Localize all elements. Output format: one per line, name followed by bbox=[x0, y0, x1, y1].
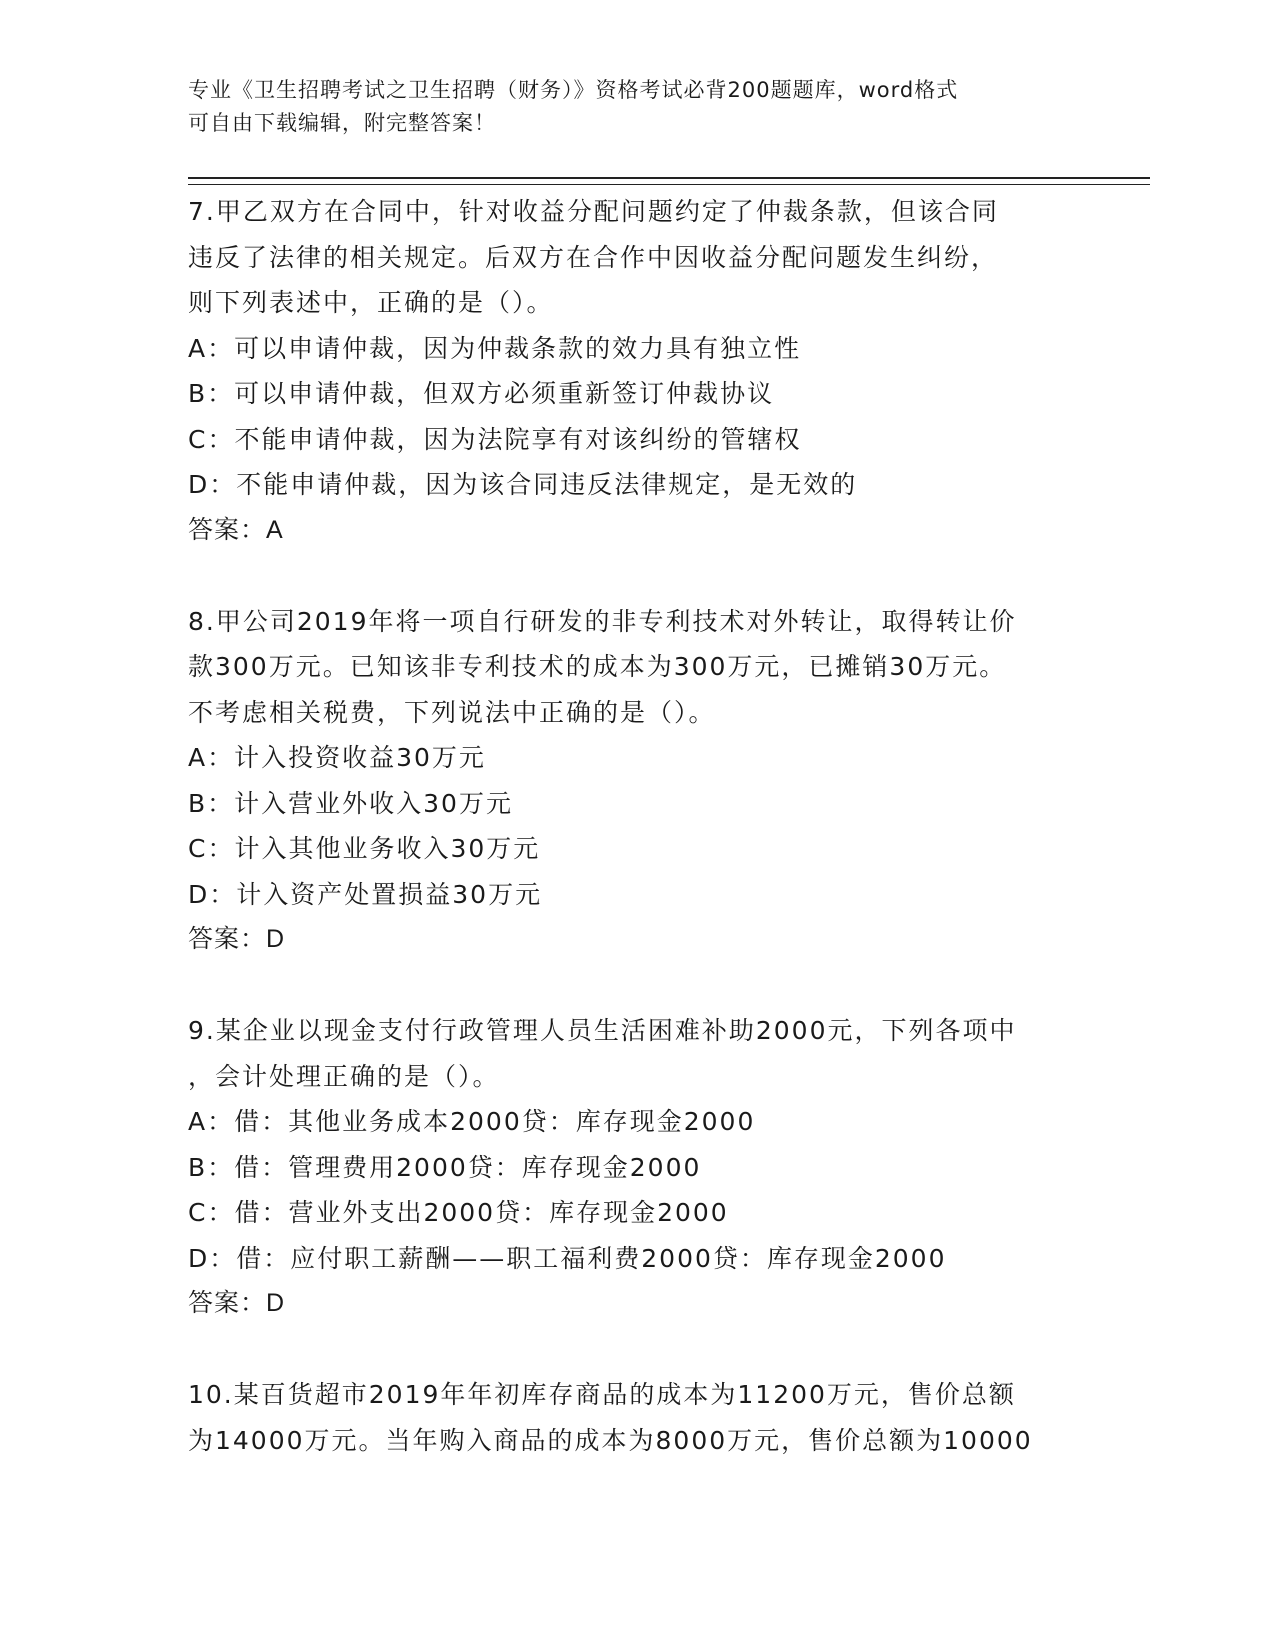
option-c: C：不能申请仲裁，因为法院享有对该纠纷的管辖权 bbox=[188, 424, 802, 454]
question-7 bbox=[188, 189, 1088, 553]
spacer bbox=[188, 1327, 1088, 1373]
header-line-2: 可自由下载编辑，附完整答案！ bbox=[188, 111, 496, 135]
question-text-line: 则下列表述中，正确的是（）。 bbox=[188, 288, 554, 317]
question-8 bbox=[188, 599, 1088, 963]
question-text-line: 9.某企业以现金支付行政管理人员生活困难补助2000元，下列各项中 bbox=[188, 1016, 1017, 1045]
answer-line: 答案：D bbox=[188, 925, 286, 953]
question-text-line: 款300万元。已知该非专利技术的成本为300万元，已摊销30万元。 bbox=[188, 652, 1007, 681]
answer-line: 答案：D bbox=[188, 1289, 286, 1317]
option-d: D：借：应付职工薪酬——职工福利费2000贷：库存现金2000 bbox=[188, 1243, 947, 1273]
spacer bbox=[188, 963, 1088, 1009]
answer-line: 答案：A bbox=[188, 515, 284, 544]
option-a: A：可以申请仲裁，因为仲裁条款的效力具有独立性 bbox=[188, 333, 802, 363]
question-text-line: ，会计处理正确的是（）。 bbox=[188, 1061, 500, 1091]
question-text-line: 10.某百货超市2019年年初库存商品的成本为11200万元，售价总额 bbox=[188, 1380, 1016, 1409]
document-header bbox=[188, 74, 1068, 140]
option-a: A：计入投资收益30万元 bbox=[188, 743, 486, 772]
question-9 bbox=[188, 1008, 1088, 1327]
header-divider-thin bbox=[188, 184, 1150, 185]
option-b: B：计入营业外收入30万元 bbox=[188, 788, 513, 818]
question-10 bbox=[188, 1372, 1088, 1463]
option-b: B：借：管理费用2000贷：库存现金2000 bbox=[188, 1152, 702, 1182]
spacer bbox=[188, 553, 1088, 599]
question-text-line: 不考虑相关税费，下列说法中正确的是（）。 bbox=[188, 697, 716, 727]
question-text-line: 违反了法律的相关规定。后双方在合作中因收益分配问题发生纠纷， bbox=[188, 242, 999, 272]
option-d: D：不能申请仲裁，因为该合同违反法律规定，是无效的 bbox=[188, 470, 858, 499]
header-line-1: 专业《卫生招聘考试之卫生招聘（财务）》资格考试必背200题题库，word格式 bbox=[188, 78, 959, 102]
option-c: C：计入其他业务收入30万元 bbox=[188, 834, 541, 863]
question-list bbox=[188, 189, 1088, 1463]
option-d: D：计入资产处置损益30万元 bbox=[188, 879, 543, 909]
question-text-line: 8.甲公司2019年将一项自行研发的非专利技术对外转让，取得转让价 bbox=[188, 606, 1017, 636]
option-b: B：可以申请仲裁，但双方必须重新签订仲裁协议 bbox=[188, 379, 775, 408]
question-text-line: 7.甲乙双方在合同中，针对收益分配问题约定了仲裁条款，但该合同 bbox=[188, 197, 999, 226]
question-text-line: 为14000万元。当年购入商品的成本为8000万元，售价总额为10000 bbox=[188, 1425, 1033, 1455]
option-c: C：借：营业外支出2000贷：库存现金2000 bbox=[188, 1198, 729, 1227]
header-divider-thick bbox=[188, 177, 1150, 179]
option-a: A：借：其他业务成本2000贷：库存现金2000 bbox=[188, 1107, 756, 1136]
